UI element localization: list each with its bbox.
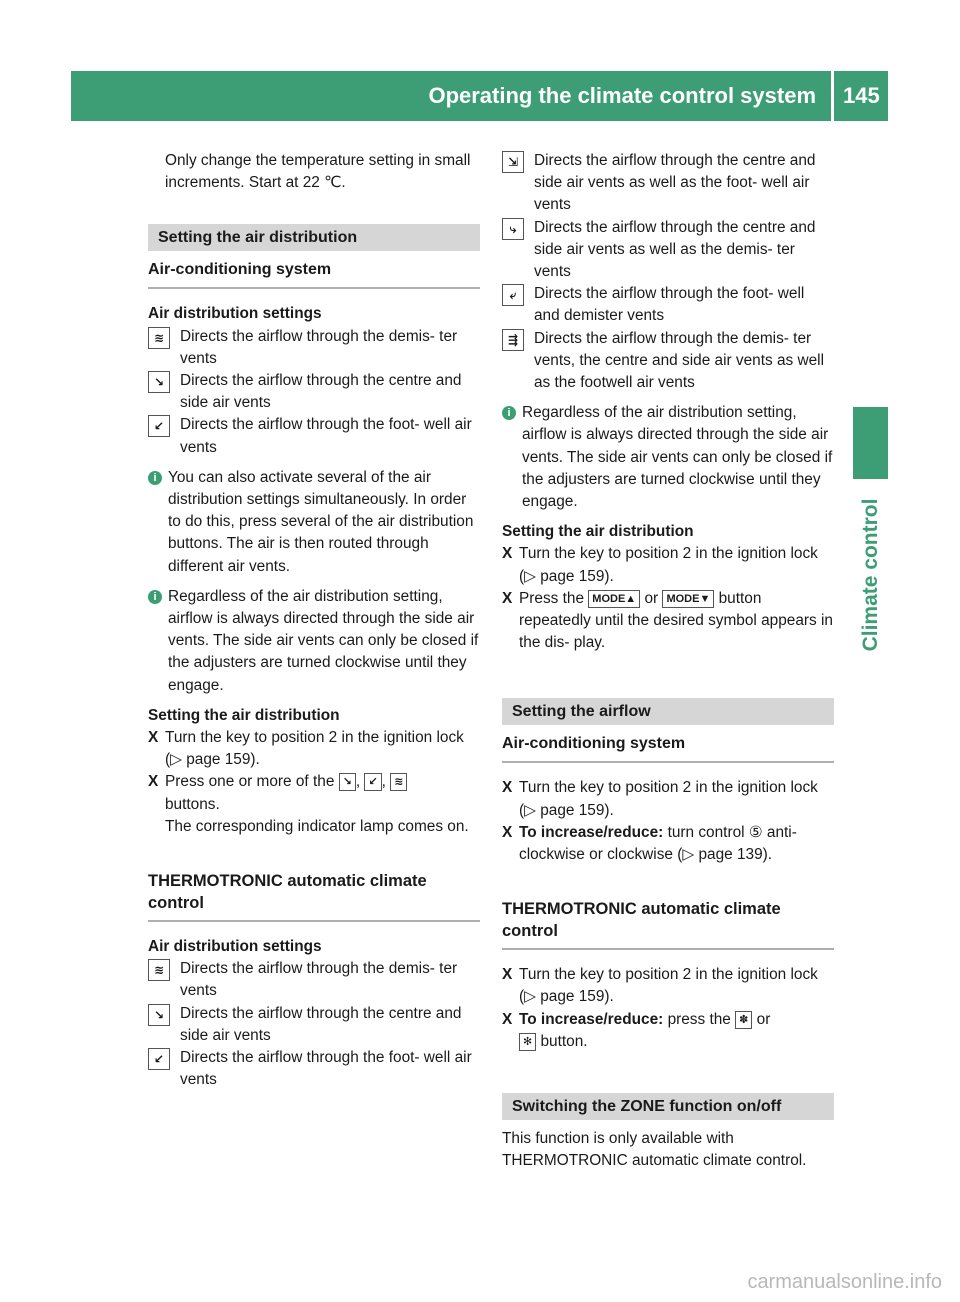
step-item: X To increase/reduce: turn control ⑤ anti- clockwise or clockwise (▷ page 139). <box>502 822 834 866</box>
step-arrow-icon: X <box>502 589 513 607</box>
defrost-icon: ≋ <box>148 959 170 981</box>
step-arrow-icon: X <box>148 729 159 747</box>
right-column <box>502 150 834 1173</box>
side-tab-label: Climate control <box>858 498 882 652</box>
vent-row-centre: ↘ Directs the airflow through the centre and side air vents <box>148 370 480 414</box>
centre-defrost-icon: ⤷ <box>502 218 524 240</box>
vent-row-centre-defrost: ⤷ Directs the airflow through the centre and side air vents as well as the demis- ter vents <box>502 217 834 284</box>
page-number: 145 <box>843 83 880 108</box>
vent-row-all: ⇶ Directs the airflow through the demis- ter vents, the centre and side air vents as well as the footwell air vents <box>502 328 834 395</box>
info-icon: i <box>502 406 516 420</box>
steps-heading: Setting the air distribution <box>502 523 694 541</box>
fan-increase-icon: ✽ <box>735 1011 752 1029</box>
footwell-vent-icon: ↙ <box>364 773 381 791</box>
vent-row-footwell-defrost: ⤶ Directs the airflow through the foot- well and demister vents <box>502 283 834 327</box>
vent-row-centre-footwell: ⇲ Directs the airflow through the centre and side air vents as well as the foot- well air vents <box>502 150 834 217</box>
step-arrow-icon: X <box>502 966 513 984</box>
step-item: X Turn the key to position 2 in the ignition lock (▷ page 159). <box>502 777 834 821</box>
step-item: X Turn the key to position 2 in the ignition lock (▷ page 159). <box>502 543 834 587</box>
step-item: X Press one or more of the ↘ , ↙ , ≋ buttons. The corresponding indicator lamp comes on. <box>148 771 480 838</box>
subheading-thermotronic: THERMOTRONIC automatic climate control <box>502 898 834 950</box>
step-item: X Turn the key to position 2 in the ignition lock (▷ page 159). <box>148 727 480 771</box>
centre-footwell-icon: ⇲ <box>502 151 524 173</box>
centre-vent-icon: ↘ <box>339 773 356 791</box>
info-icon: i <box>148 471 162 485</box>
step-arrow-icon: X <box>148 773 159 791</box>
subheading-air-conditioning: Air-conditioning system <box>502 733 834 763</box>
step-arrow-icon: X <box>502 779 513 797</box>
vent-row-centre: ↘ Directs the airflow through the centre and side air vents <box>148 1003 480 1047</box>
header-divider <box>831 71 834 121</box>
footwell-defrost-icon: ⤶ <box>502 284 524 306</box>
centre-vent-icon: ↘ <box>148 371 170 393</box>
side-tab-marker <box>853 407 888 479</box>
subheading-thermotronic: THERMOTRONIC automatic climate control <box>148 870 480 922</box>
step-item: X Turn the key to position 2 in the ignition lock (▷ page 159). <box>502 964 834 1008</box>
vent-row-footwell: ↙ Directs the airflow through the foot- well air vents <box>148 1047 480 1091</box>
step-item: X To increase/reduce: press the ✽ or ✻ button. <box>502 1009 834 1053</box>
settings-heading: Air distribution settings <box>148 305 322 323</box>
centre-vent-icon: ↘ <box>148 1004 170 1026</box>
steps-heading: Setting the air distribution <box>148 706 340 724</box>
section-title-zone: Switching the ZONE function on/off <box>502 1093 834 1120</box>
step-item: X Press the MODE▲ or MODE▼ button repeatedly until the desired symbol appears in the dis- play. <box>502 588 834 655</box>
vent-row-footwell: ↙ Directs the airflow through the foot- well air vents <box>148 414 480 458</box>
subheading-air-conditioning: Air-conditioning system <box>148 259 480 289</box>
section-title-airflow: Setting the airflow <box>502 698 834 725</box>
info-note: i Regardless of the air distribution setting, airflow is always directed through the side air vents. The side air vents can only be closed if the adjusters are turned clockwise until they engage. <box>148 586 480 697</box>
all-vents-icon: ⇶ <box>502 329 524 351</box>
step-arrow-icon: X <box>502 823 513 841</box>
settings-heading: Air distribution settings <box>148 938 322 956</box>
info-note: i Regardless of the air distribution setting, airflow is always directed through the side air vents. The side air vents can only be closed if the adjusters are turned clockwise until they engage. <box>502 402 834 513</box>
mode-down-icon: MODE▼ <box>662 590 714 608</box>
left-column <box>148 150 480 1092</box>
info-icon: i <box>148 590 162 604</box>
zone-text: This function is only available with THERMOTRONIC automatic climate control. <box>502 1130 807 1170</box>
defrost-icon: ≋ <box>390 773 407 791</box>
vent-row-defrost: ≋ Directs the airflow through the demis- ter vents <box>148 326 480 370</box>
watermark: carmanualsonline.info <box>747 1271 942 1293</box>
vent-row-defrost: ≋ Directs the airflow through the demis- ter vents <box>148 958 480 1002</box>
fan-decrease-icon: ✻ <box>519 1033 536 1051</box>
footwell-vent-icon: ↙ <box>148 1048 170 1070</box>
step-arrow-icon: X <box>502 1010 513 1028</box>
section-title-air-distribution: Setting the air distribution <box>148 224 480 251</box>
defrost-icon: ≋ <box>148 327 170 349</box>
page-title: Operating the climate control system <box>428 83 816 108</box>
side-tab <box>853 490 888 660</box>
step-arrow-icon: X <box>502 545 513 563</box>
info-note: i You can also activate several of the air distribution settings simultaneously. In order to do this, press several of the air distribution buttons. The air is then routed through different air vents. <box>148 467 480 578</box>
intro-text: Only change the temperature setting in small increments. Start at 22 ℃. <box>165 152 471 192</box>
footwell-vent-icon: ↙ <box>148 415 170 437</box>
mode-up-icon: MODE▲ <box>588 590 640 608</box>
